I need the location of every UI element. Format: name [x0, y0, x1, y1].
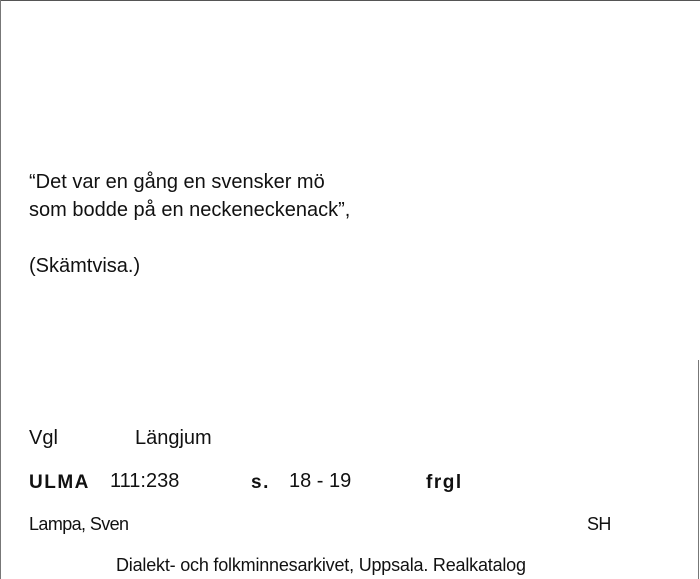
region-code: Vgl: [29, 427, 58, 449]
card-left-border: [0, 0, 1, 579]
informant-name: Lampa, Sven: [29, 514, 129, 534]
collector-initials: SH: [587, 514, 611, 534]
archive-footer: Dialekt- och folkminnesarkivet, Uppsala. Realkatalog: [116, 555, 526, 575]
page-label: s.: [251, 472, 270, 493]
page-range: 18 - 19: [289, 470, 352, 492]
format-code: frgl: [426, 472, 463, 493]
archive-number: 111:238: [110, 470, 180, 492]
song-title-line-1: “Det var en gång en svensker mö: [29, 171, 325, 193]
card-top-border: [0, 0, 700, 1]
song-title-line-2: som bodde på en neckeneckenack”,: [29, 199, 351, 221]
archive-code: ULMA: [29, 472, 90, 493]
song-genre: (Skämtvisa.): [29, 255, 141, 277]
card-right-border: [698, 360, 699, 579]
place-name: Längjum: [135, 427, 212, 449]
